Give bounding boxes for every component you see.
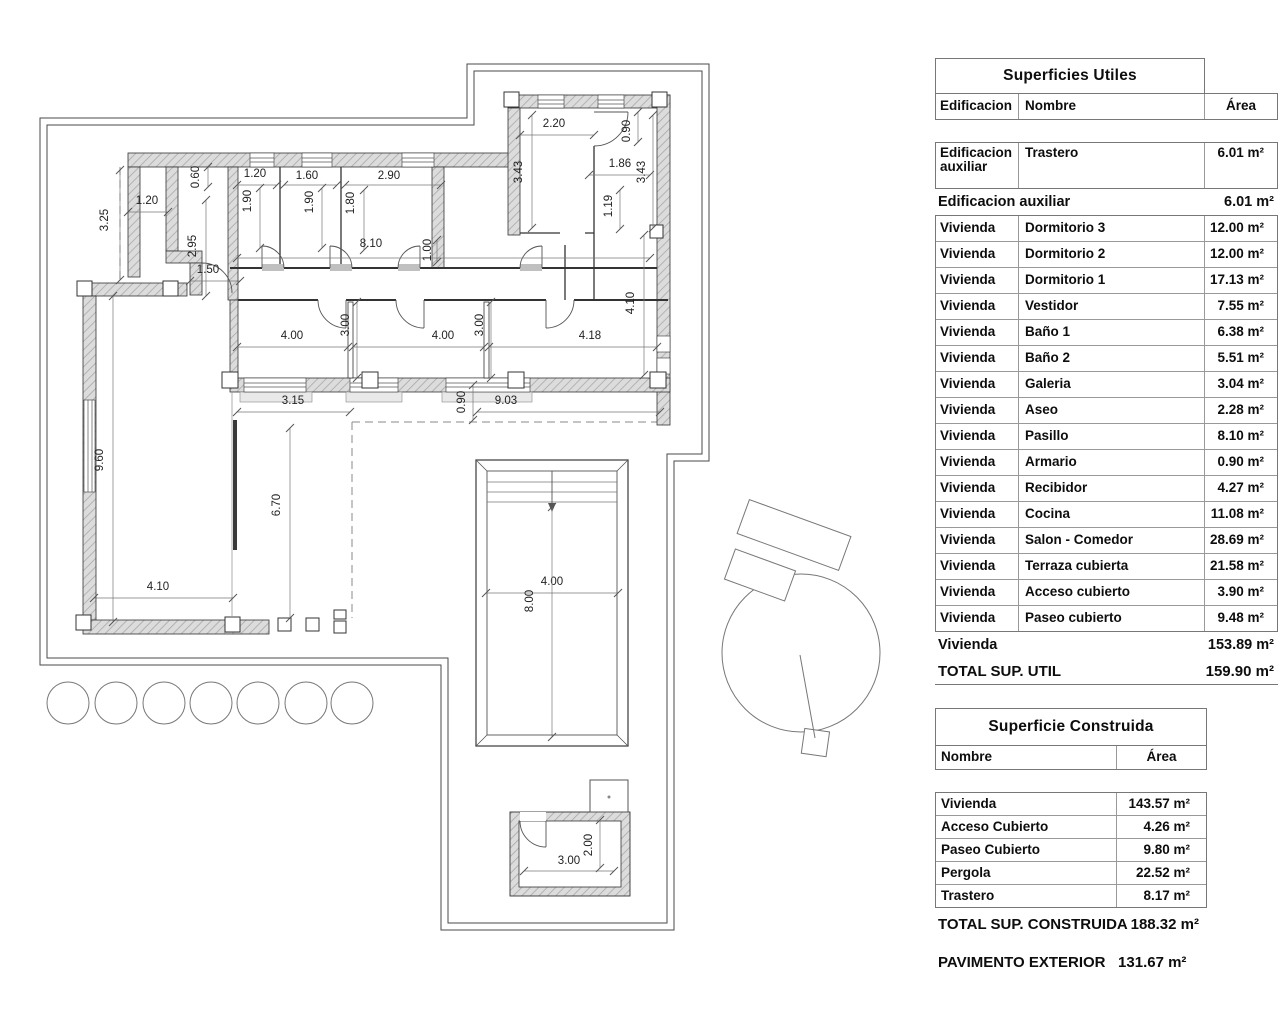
table-row: Vivienda Vestidor 7.55 m² [936,293,1277,319]
dimension-label: 2.20 [542,118,566,130]
outbuilding-trastero [510,780,630,896]
dimension-label: 3.00 [474,313,486,337]
dimension-label: 4.00 [431,330,455,342]
col-header-nombre: Nombre [1018,94,1204,119]
dimension-label: 1.80 [345,191,357,215]
dimension-label: 4.10 [146,581,170,593]
dimension-label: 4.00 [540,576,564,588]
col-header-nombre: Nombre [941,749,993,765]
col-header-area: Área [1204,94,1277,119]
table-row: Vivienda Dormitorio 2 12.00 m² [936,241,1277,267]
table-row: Vivienda Pasillo 8.10 m² [936,423,1277,449]
dimension-label: 6.70 [271,493,283,517]
dimension-label: 1.60 [295,170,319,182]
table-row: Vivienda Recibidor 4.27 m² [936,475,1277,501]
table-row: Vivienda Paseo cubierto 9.48 m² [936,605,1277,631]
dimension-label: 9.60 [94,448,106,472]
dimension-label: 2.90 [377,170,401,182]
table-row: Vivienda Baño 1 6.38 m² [936,319,1277,345]
dimension-label: 9.03 [494,395,518,407]
table-row: Vivienda Dormitorio 1 17.13 m² [936,267,1277,293]
table-row: Vivienda Cocina 11.08 m² [936,501,1277,527]
round-garden-feature [722,500,880,757]
col-header-area: Área [1116,746,1206,769]
dimension-label: 4.18 [578,330,602,342]
dimension-label: 3.25 [99,208,111,232]
superficie-construida-table [935,708,1207,971]
table-row: Vivienda Terraza cubierta 21.58 m² [936,553,1277,579]
table-row: Trastero 8.17 m² [936,884,1206,907]
table-row: Pergola 22.52 m² [936,861,1206,884]
dimension-label: 8.00 [524,589,536,613]
dimension-label: 3.15 [281,395,305,407]
door-arcs [202,112,628,328]
dimension-label: 2.95 [187,234,199,258]
superficies-utiles-table [935,58,1278,685]
col-header-edificacion: Edificacion [940,98,1013,114]
dimension-label: 1.20 [243,168,267,180]
table-row: Vivienda Aseo 2.28 m² [936,397,1277,423]
trees [47,682,373,724]
dimension-label: 4.00 [280,330,304,342]
table-title: Superficies Utiles [935,58,1205,93]
dimension-label: 3.00 [557,855,581,867]
table-row: Vivienda Salon - Comedor 28.69 m² [936,527,1277,553]
table-row: Vivienda Dormitorio 3 12.00 m² [936,216,1277,241]
aux-row-box [935,142,1278,189]
dimension-label: 0.90 [621,119,633,143]
dimension-label: 1.90 [242,189,254,213]
total-sup-util: TOTAL SUP. UTIL 159.90 m² [935,658,1278,685]
table-row: Acceso Cubierto 4.26 m² [936,815,1206,838]
dimension-label: 3.00 [340,313,352,337]
dimension-label: 3.43 [513,160,525,184]
table-title: Superficie Construida [935,708,1207,745]
dimension-label: 4.10 [625,291,637,315]
table-row: Vivienda 143.57 m² [936,793,1206,815]
vivienda-rows-box [935,215,1278,632]
dimension-label: 8.10 [359,238,383,250]
subtotal-vivienda: Vivienda 153.89 m² [938,637,1274,653]
dimension-label: 3.43 [636,160,648,184]
dimension-label: 1.19 [603,194,615,218]
table-header-row [935,745,1207,770]
dimension-label: 1.86 [608,158,632,170]
table-header-row [935,93,1278,120]
table-row: Vivienda Acceso cubierto 3.90 m² [936,579,1277,605]
table-row: Vivienda Armario 0.90 m² [936,449,1277,475]
table-row: Paseo Cubierto 9.80 m² [936,838,1206,861]
subtotal-edificacion-auxiliar: Edificacion auxiliar 6.01 m² [938,194,1274,210]
dimension-label: 0.60 [190,165,202,189]
dimension-label: 1.20 [135,195,159,207]
table-row: Edificacion auxiliar Trastero 6.01 m² [936,143,1277,188]
construida-rows-box [935,792,1207,908]
total-sup-construida: TOTAL SUP. CONSTRUIDA 188.32 m² [938,915,1199,933]
dimension-label: 0.90 [456,390,468,414]
sliding-glass-door [233,420,237,550]
table-row: Vivienda Galeria 3.04 m² [936,371,1277,397]
dimension-label: 1.90 [304,190,316,214]
dimension-label: 1.00 [422,238,434,262]
dimension-label: 2.00 [583,833,595,857]
pavimento-exterior: PAVIMENTO EXTERIOR 131.67 m² [938,954,1187,971]
dimension-label: 1.50 [196,264,220,276]
table-row: Vivienda Baño 2 5.51 m² [936,345,1277,371]
